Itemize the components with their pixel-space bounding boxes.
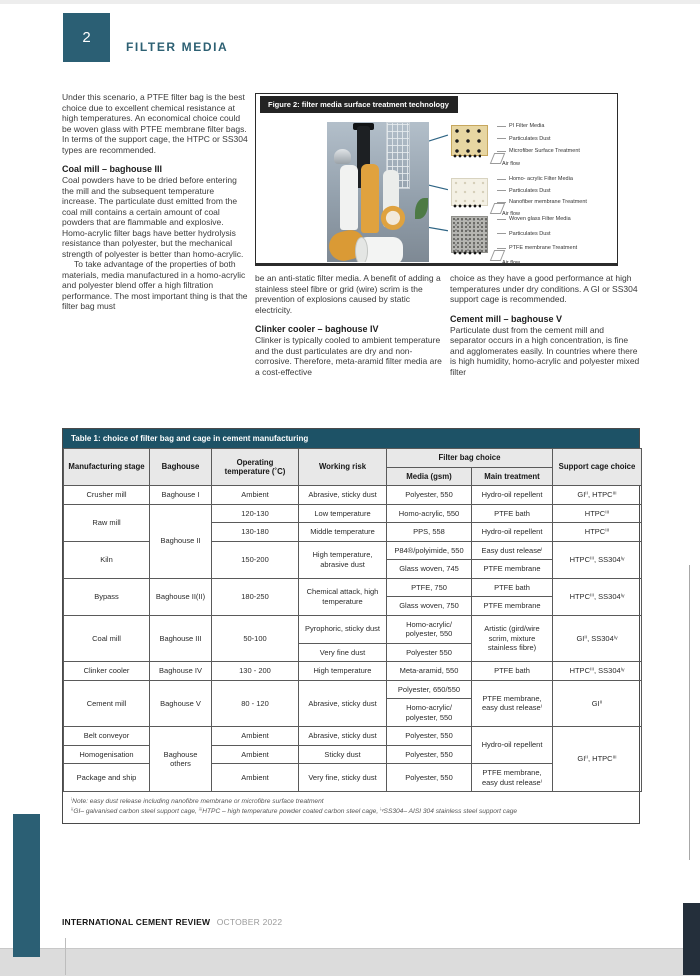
table-cell: Ambient	[212, 727, 299, 746]
paragraph: Coal powders have to be dried before entering the mill and the subsequent temperature increase. The particulate dust emitted from the coal mill contains a certain amount of coal powders that are flammable and explosive. Homo-acrylic filter bags have better hydrolysis resistance than polyester, but the mechanical strength of polyester is better than homo-acrylic.	[62, 175, 244, 259]
table-cell: Hydro-oil repellent	[472, 523, 553, 542]
table-cell: Homo-acrylic/ polyester, 550	[387, 615, 472, 643]
page-footer	[62, 917, 282, 927]
table-cell: Chemical attack, high temperature	[299, 578, 387, 615]
filter-bag-table	[63, 448, 642, 792]
teal-accent-bar	[13, 814, 40, 957]
table-cell: HTPCⁱⁱⁱ	[553, 504, 642, 523]
header-support-cage-choice: Support cage choice	[553, 449, 642, 486]
article-column-1	[62, 92, 250, 312]
article-column-3	[450, 273, 642, 377]
label: Particulates Dust	[497, 188, 589, 194]
table-cell: PTFE membrane	[472, 560, 553, 579]
header-main-treatment: Main treatment	[472, 467, 553, 486]
label: Woven glass Filter Media	[497, 216, 589, 222]
table-cell: Cement mill	[64, 680, 150, 727]
table-row	[64, 504, 642, 523]
label: Air flow	[502, 259, 521, 266]
table-cell: 50-100	[212, 615, 299, 662]
table-cell: Abrasive, sticky dust	[299, 486, 387, 505]
paragraph: Under this scenario, a PTFE filter bag is the best choice due to excellent chemical resistance at high temperatures. An economical choice could be woven glass with PTFE membrane filter bags. In terms of the support cage, the HTPC or SS304 types are recommended.	[62, 92, 248, 155]
filter-bags-photo	[327, 122, 429, 262]
table-header	[64, 449, 642, 486]
table-cell: HTPCⁱⁱⁱ	[553, 523, 642, 542]
dust-particles	[453, 251, 481, 256]
table-cell: Polyester, 550	[387, 727, 472, 746]
table-cell: Baghouse others	[150, 727, 212, 792]
page-number: 2	[82, 29, 91, 46]
label: Air flow	[502, 160, 521, 167]
table-cell: Ambient	[212, 745, 299, 764]
table-cell: Abrasive, sticky dust	[299, 680, 387, 727]
swatch-labels	[497, 176, 589, 217]
table-cell: Pyrophoric, sticky dust	[299, 615, 387, 643]
white-bag-opening	[355, 237, 368, 262]
table-cell: Low temperature	[299, 504, 387, 523]
table-cell: HTPCⁱⁱⁱ, SS304ⁱᵛ	[553, 541, 642, 578]
table-cell: PTFE bath	[472, 662, 553, 681]
swatch-group-pi	[451, 123, 626, 167]
table-cell: Polyester, 550	[387, 764, 472, 792]
table-cell: Polyester, 550	[387, 745, 472, 764]
table-cell: GIⁱⁱ, HTPCⁱⁱⁱ	[553, 727, 642, 792]
table-cell: Coal mill	[64, 615, 150, 662]
table-title: Table 1: choice of filter bag and cage in cement manufacturing	[63, 429, 639, 448]
table-cell: Ambient	[212, 486, 299, 505]
label: Particulates Dust	[497, 136, 589, 142]
footnote-2: ⁱⁱGI– galvanised carbon steel support cage, ⁱⁱⁱHTPC – high temperature powder coated carbon steel cage, ⁱᵛSS304– AISI 304 stainless steel support cage	[71, 808, 518, 815]
table-cell: HTPCⁱⁱⁱ, SS304ⁱᵛ	[553, 578, 642, 615]
page-number-box	[63, 13, 110, 62]
table-cell: Artistic (gird/wire scrim, mixture stainless fibre)	[472, 615, 553, 662]
page-bottom-edge	[0, 948, 700, 976]
table-cell: Abrasive, sticky dust	[299, 727, 387, 746]
metal-funnel	[334, 149, 351, 164]
paragraph: To take advantage of the properties of both materials, media manufactured in a homo-acrylic and polyester blend offer a high filtration performance. The most important thing is that the filter bag must	[62, 259, 248, 311]
table-cell: Baghouse V	[150, 680, 212, 727]
plant-leaf	[415, 198, 428, 219]
table-cell: PPS, 558	[387, 523, 472, 542]
table-cell: 150-200	[212, 541, 299, 578]
table-cell: Kiln	[64, 541, 150, 578]
figure-caption: Figure 2: filter media surface treatment technology	[260, 96, 458, 113]
table-cell: Very fine, sticky dust	[299, 764, 387, 792]
subheading-clinker-cooler: Clinker cooler – baghouse IV	[255, 324, 379, 334]
table-cell: Easy dust releaseⁱ	[472, 541, 553, 560]
label: Particulates Dust	[497, 231, 589, 237]
table-cell: Hydro-oil repellent	[472, 486, 553, 505]
header-operating-temperature: Operating temperature (˚C)	[212, 449, 299, 486]
table-cell: Hydro-oil repellent	[472, 727, 553, 764]
table-cell: Baghouse I	[150, 486, 212, 505]
table-cell: Baghouse II	[150, 504, 212, 578]
header-manufacturing-stage: Manufacturing stage	[64, 449, 150, 486]
table-row	[64, 578, 642, 597]
woven-glass-media-swatch	[451, 216, 488, 253]
table-row	[64, 662, 642, 681]
header-filter-bag-choice: Filter bag choice	[387, 449, 553, 468]
label: Homo- acrylic Filter Media	[497, 176, 589, 182]
table-cell: Glass woven, 745	[387, 560, 472, 579]
crop-mark	[65, 938, 66, 975]
dust-particles	[453, 204, 481, 209]
page-fold-line	[689, 565, 690, 860]
table-cell: Polyester, 550	[387, 486, 472, 505]
table-cell: Belt conveyor	[64, 727, 150, 746]
table-cell: Polyester 550	[387, 643, 472, 662]
article-column-2	[255, 273, 445, 377]
table-cell: Homogenisation	[64, 745, 150, 764]
table-cell: Homo-acrylic, 550	[387, 504, 472, 523]
table-cell: 80 - 120	[212, 680, 299, 727]
homo-acrylic-media-swatch	[451, 178, 488, 206]
table-cell: Bypass	[64, 578, 150, 615]
table-cell: Raw mill	[64, 504, 150, 541]
table-cell: PTFE bath	[472, 578, 553, 597]
table-cell: Very fine dust	[299, 643, 387, 662]
table-body	[64, 486, 642, 792]
paragraph: choice as they have a good performance at high temperatures under dry conditions. A GI or SS304 support cage is recommended.	[450, 273, 638, 304]
table-row	[64, 727, 642, 746]
figure-body	[256, 94, 617, 266]
table-cell: PTFE membrane, easy dust releaseⁱ	[472, 764, 553, 792]
table-cell: 130-180	[212, 523, 299, 542]
yellow-filter-bag	[361, 164, 379, 233]
label: Nanofiber membrane Treatment	[497, 199, 589, 205]
section-title: FILTER MEDIA	[126, 40, 229, 54]
table-cell: Polyester, 650/550	[387, 680, 472, 699]
footnote-1: ⁱNote: easy dust release including nanofibre membrane or microfibre surface treatment	[71, 798, 324, 805]
white-filter-bag	[340, 165, 357, 229]
table-cell: Crusher mill	[64, 486, 150, 505]
table-cell: 180-250	[212, 578, 299, 615]
subheading-coal-mill: Coal mill – baghouse III	[62, 164, 163, 174]
footer-magazine-name: INTERNATIONAL CEMENT REVIEW	[62, 917, 211, 927]
table-cell: Package and ship	[64, 764, 150, 792]
table-cell: PTFE membrane	[472, 597, 553, 616]
table-cell: High temperature	[299, 662, 387, 681]
table-cell: P84®/polyimide, 550	[387, 541, 472, 560]
corner-dark-bar	[683, 903, 700, 975]
label: PI Filter Media	[497, 123, 589, 129]
table-cell: High temperature, abrasive dust	[299, 541, 387, 578]
table-cell: 120-130	[212, 504, 299, 523]
label: Air flow	[502, 210, 521, 217]
swatch-labels	[497, 216, 589, 266]
paragraph: Particulate dust from the cement mill and separator occurs in a high concentration, is fine and agglomerates easily. In countries where there is high humidity, homo-acrylic and polyester mixed filter	[450, 324, 640, 377]
footer-issue-date: OCTOBER 2022	[216, 917, 283, 927]
table-row	[64, 615, 642, 643]
table-cell: 130 - 200	[212, 662, 299, 681]
table-cell: Ambient	[212, 764, 299, 792]
table-cell: Middle temperature	[299, 523, 387, 542]
table-cell: GIⁱⁱ, HTPCⁱⁱⁱ	[553, 486, 642, 505]
figure-2	[255, 93, 618, 266]
pi-media-swatch	[451, 125, 488, 156]
header-working-risk: Working risk	[299, 449, 387, 486]
table-cell: Baghouse II(II)	[150, 578, 212, 615]
table-1	[62, 428, 640, 824]
swatch-group-homo-acrylic	[451, 176, 626, 217]
table-cell: PTFE bath	[472, 504, 553, 523]
label: Microfiber Surface Treatment	[497, 148, 589, 154]
table-cell: GIⁱⁱ, SS304ⁱᵛ	[553, 615, 642, 662]
label: PTFE membrane Treatment	[497, 245, 589, 251]
table-cell: Baghouse IV	[150, 662, 212, 681]
table-cell: Meta-aramid, 550	[387, 662, 472, 681]
dust-particles	[453, 154, 481, 159]
table-cell: Homo-acrylic/ polyester, 550	[387, 699, 472, 727]
header-media-gsm: Media (gsm)	[387, 467, 472, 486]
table-cell: Baghouse III	[150, 615, 212, 662]
table-cell: GIⁱⁱ	[553, 680, 642, 727]
page-top-edge	[0, 0, 700, 4]
table-row	[64, 680, 642, 699]
table-cell: Clinker cooler	[64, 662, 150, 681]
swatch-group-woven-glass	[451, 216, 626, 266]
table-cell: PTFE, 750	[387, 578, 472, 597]
swatch-labels	[497, 123, 589, 167]
table-footnotes	[63, 792, 639, 823]
table-cell: PTFE membrane, easy dust releaseⁱ	[472, 680, 553, 727]
table-row	[64, 486, 642, 505]
table-cell: HTPCⁱⁱⁱ, SS304ⁱᵛ	[553, 662, 642, 681]
paragraph: Clinker is typically cooled to ambient temperature and the dust particulates are dry and non-corrosive. Therefore, meta-aramid filter media are a cost-effective	[255, 335, 442, 377]
table-cell: Glass woven, 750	[387, 597, 472, 616]
paragraph: be an anti-static filter media. A benefit of adding a stainless steel fibre or grid (wire) scrim is the prevention of explosions caused by static electricity.	[255, 273, 441, 315]
table-cell: Sticky dust	[299, 745, 387, 764]
header-baghouse: Baghouse	[150, 449, 212, 486]
subheading-cement-mill: Cement mill – baghouse V	[450, 313, 563, 324]
